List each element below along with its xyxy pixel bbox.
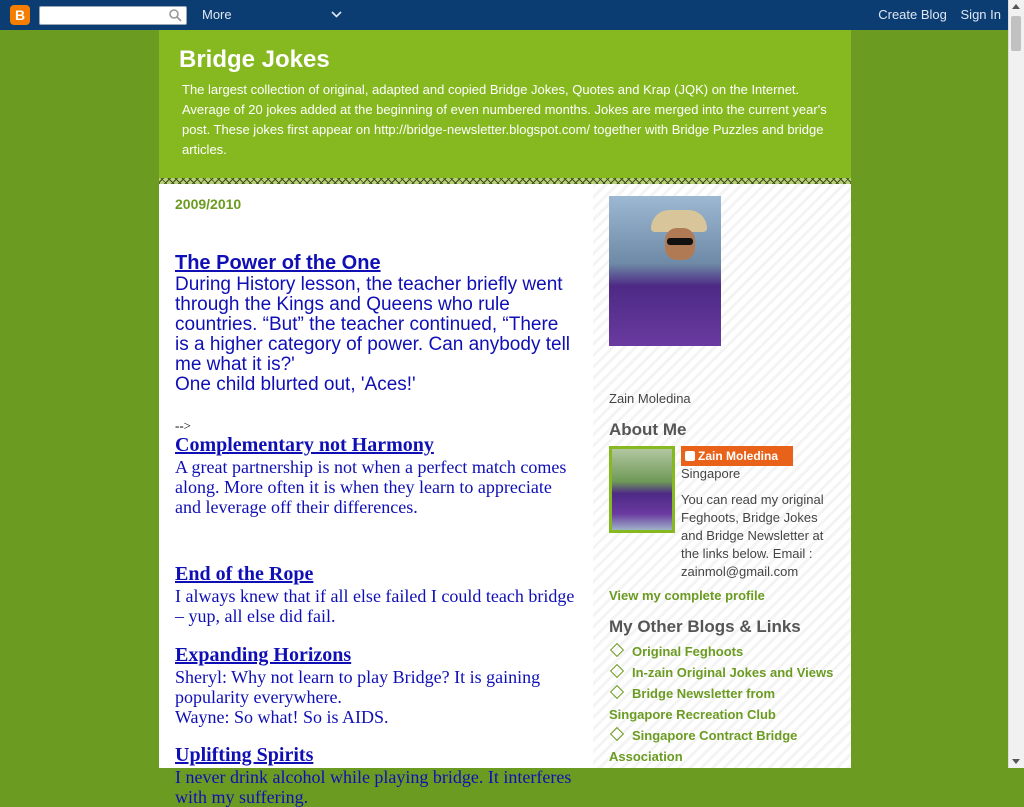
post-body: During History lesson, the teacher briefly went through the Kings and Queens who rule countries. “But” the teacher continued, “There is a higher category of power. Can anybody tell me what it is?' — [175, 274, 571, 375]
chevron-down-icon[interactable] — [331, 9, 342, 20]
main-column — [175, 194, 575, 807]
sidebar-link[interactable] — [609, 683, 829, 725]
search-input[interactable] — [39, 6, 187, 25]
sidebar — [593, 184, 851, 785]
blog-description: The largest collection of original, adapted and copied Bridge Jokes, Quotes and Krap (JQK) on the Internet. Average of 20 jokes added at the beginning of even numbered months. Jokes are merged into the current year's post. These jokes first appear on http://bridge-newsletter.blogspot.com/ together with Bridge Puzzles and bridge articles. — [182, 82, 827, 157]
post — [175, 418, 575, 517]
about-heading: About Me — [609, 420, 687, 439]
sign-in-link[interactable]: Sign In — [960, 7, 1001, 22]
post — [175, 744, 575, 807]
more-label[interactable]: More — [202, 7, 232, 22]
post-title[interactable]: Uplifting Spirits — [175, 744, 314, 766]
post — [175, 644, 575, 727]
diamond-bullet-icon — [610, 664, 624, 678]
page-wrapper — [159, 30, 851, 807]
scroll-up-icon[interactable] — [1012, 4, 1020, 9]
profile-photo[interactable] — [609, 196, 721, 346]
nav-right — [868, 7, 1001, 22]
post — [175, 252, 575, 395]
post-body: I always knew that if all else failed I could teach bridge – yup, all else did fail. — [175, 586, 575, 626]
location: Singapore — [681, 466, 741, 481]
badge-name[interactable]: Zain Moledina — [698, 449, 779, 463]
about-photo[interactable] — [609, 446, 675, 533]
profile-badge[interactable] — [681, 446, 793, 466]
diamond-bullet-icon — [610, 769, 624, 783]
blog-header — [159, 30, 851, 178]
post-title[interactable]: End of the Rope — [175, 563, 314, 585]
post-body-2: Wayne: So what! So is AIDS. — [175, 707, 389, 727]
about-text: You can read my original Feghoots, Bridge Jokes and Bridge Newsletter at the links below. Email : zainmol@gmail.com — [681, 492, 824, 579]
sunglasses-shape — [667, 238, 693, 245]
post-title[interactable]: Complementary not Harmony — [175, 434, 434, 456]
sidebar-link[interactable] — [609, 641, 849, 662]
sidebar-link-label[interactable]: In-zain Original Jokes and Views — [632, 665, 834, 680]
scroll-down-icon[interactable] — [1012, 759, 1020, 764]
profile-name: Zain Moledina — [609, 391, 691, 406]
diamond-bullet-icon — [610, 643, 624, 657]
post — [175, 563, 575, 626]
more-menu[interactable] — [202, 7, 232, 22]
post-prefix: --> — [175, 418, 191, 433]
sidebar-link[interactable] — [609, 767, 849, 788]
sidebar-link-label[interactable]: Wikipedia — [632, 770, 693, 785]
blogger-logo-icon[interactable]: B — [10, 5, 30, 25]
post-body-2: One child blurted out, 'Aces!' — [175, 374, 416, 395]
post-title[interactable]: Expanding Horizons — [175, 644, 352, 666]
post-body: I never drink alcohol while playing bridge. It interferes with my suffering. — [175, 767, 572, 807]
create-blog-link[interactable]: Create Blog — [878, 7, 947, 22]
sidebar-link[interactable] — [609, 662, 849, 683]
about-section — [609, 446, 839, 596]
diamond-bullet-icon — [610, 727, 624, 741]
post-title[interactable]: The Power of the One — [175, 252, 381, 274]
search-icon[interactable] — [169, 9, 182, 22]
post-body: Sheryl: Why not learn to play Bridge? It is gaining popularity everywhere. — [175, 667, 541, 707]
about-photo-image — [612, 449, 672, 530]
view-profile-link[interactable]: View my complete profile — [609, 588, 765, 603]
blogger-navbar — [0, 0, 1009, 30]
diamond-bullet-icon — [610, 685, 624, 699]
date-header: 2009/2010 — [175, 196, 242, 212]
page-scrollbar[interactable] — [1008, 0, 1024, 768]
sidebar-link-label[interactable]: Bridge Newsletter from Singapore Recreation Club — [609, 686, 776, 722]
scrollbar-thumb[interactable] — [1011, 16, 1021, 51]
links-heading: My Other Blogs & Links — [609, 617, 801, 636]
sidebar-link-label[interactable]: Singapore Contract Bridge Association — [609, 728, 798, 764]
sidebar-link[interactable] — [609, 725, 819, 767]
blogger-profile-icon — [685, 451, 695, 461]
blog-title[interactable]: Bridge Jokes — [179, 46, 330, 73]
sidebar-link-label[interactable]: Original Feghoots — [632, 644, 744, 659]
post-body: A great partnership is not when a perfect match comes along. More often it is when they learn to appreciate and leverage off their differences. — [175, 457, 567, 517]
